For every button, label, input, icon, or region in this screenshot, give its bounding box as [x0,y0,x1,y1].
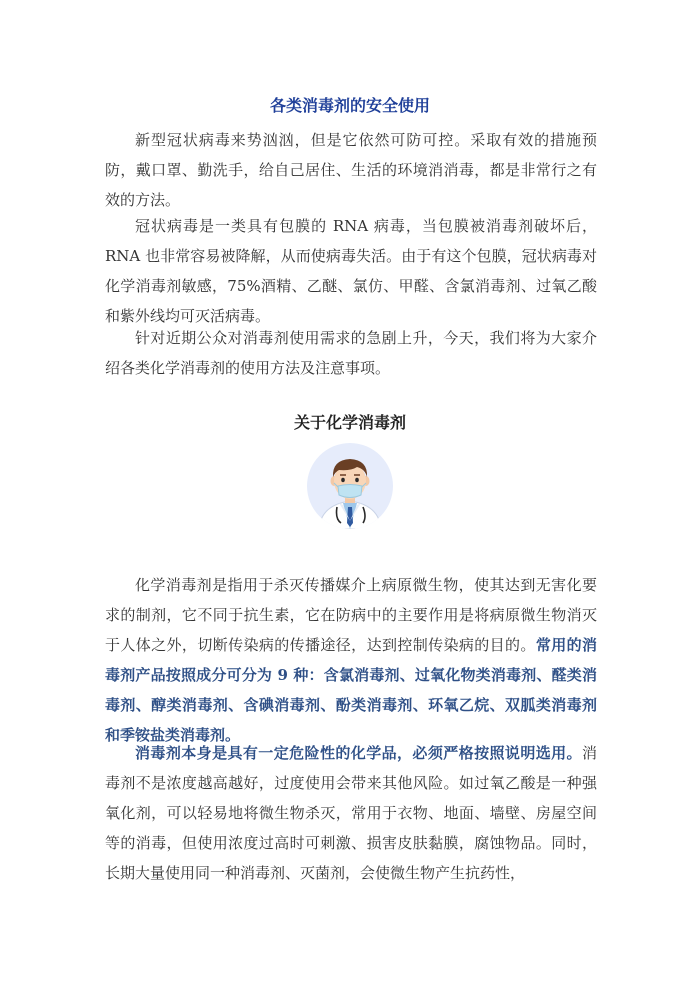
section-heading: 关于化学消毒剂 [293,413,406,432]
highlighted-text: 消毒剂本身是具有一定危险性的化学品，必须严格按照说明选用。 [135,744,582,762]
intro-paragraph-1: 新型冠状病毒来势汹汹，但是它依然可防可控。采取有效的措施预防，戴口罩、勤洗手，给自己居住、生活的环境消消毒，都是非常行之有效的方法。 [105,131,597,209]
doctor-avatar-icon [307,443,393,529]
body-text: 化学消毒剂是指用于杀灭传播媒介上病原微生物，使其达到无害化要求的制剂，它不同于抗生素，它在防病中的主要作用是将病原微生物消灭于人体之外，切断传染病的传播途径，达到控制传染病的目的。 [105,576,597,654]
body-paragraph-2 [105,738,597,888]
intro-paragraph-3: 针对近期公众对消毒剂使用需求的急剧上升，今天，我们将为大家介绍各类化学消毒剂的使用方法及注意事项。 [105,329,597,377]
highlighted-text: 常用的消毒剂产品按照成分可分为 9 种：含氯消毒剂、过氧化物类消毒剂、醛类消毒剂、醇类消毒剂、含碘消毒剂、酚类消毒剂、环氧乙烷、双胍类消毒剂和季铵盐类消毒剂。 [105,636,597,744]
body-text: 消毒剂不是浓度越高越好，过度使用会带来其他风险。如过氧乙酸是一种强氧化剂，可以轻易地将微生物杀灭，常用于衣物、地面、墙壁、房屋空间等的消毒，但使用浓度过高时可刺激、损害皮肤黏膜，腐蚀物品。同时，长期大量使用同一种消毒剂、灭菌剂，会使微生物产生抗药性， [105,744,597,882]
page-title: 各类消毒剂的安全使用 [269,96,430,115]
intro-paragraph-2: 冠状病毒是一类具有包膜的 RNA 病毒，当包膜被消毒剂破坏后，RNA 也非常容易被降解，从而使病毒失活。由于有这个包膜，冠状病毒对化学消毒剂敏感，75%酒精、乙醚、氯仿、甲醛、含氯消毒剂、过氧乙酸和紫外线均可灭活病毒。 [105,217,597,325]
body-paragraph-1 [105,570,597,750]
